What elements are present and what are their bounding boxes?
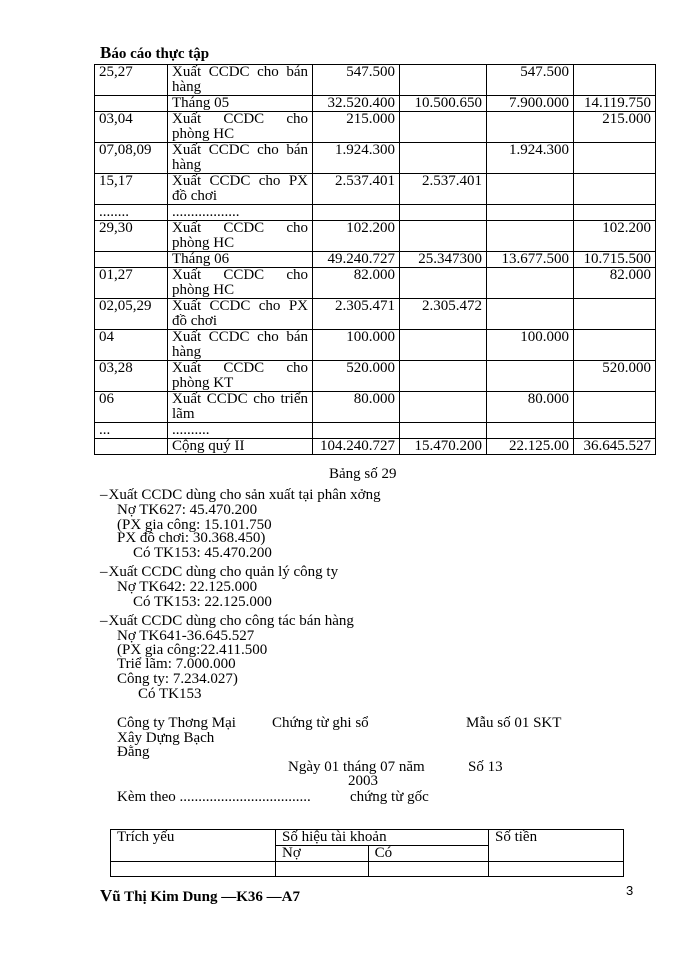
row-description: Xuất CCDC cho bán hàng <box>168 330 313 361</box>
row-production <box>400 423 487 439</box>
row-date <box>95 439 168 455</box>
row-production <box>400 268 487 299</box>
row-management <box>574 65 656 96</box>
voucher-title: Chứng từ ghi sổ <box>272 715 369 731</box>
ledger-row <box>95 65 656 96</box>
row-management: 10.715.500 <box>574 252 656 268</box>
row-description: Xuất CCDC cho PX đồ chơi <box>168 174 313 205</box>
form-empty-cell <box>489 862 624 877</box>
entry-2-title: – Xuất CCDC dùng cho quản lý công ty <box>100 564 338 581</box>
form-empty-cell <box>276 862 369 877</box>
row-total: 1.924.300 <box>313 143 400 174</box>
row-production <box>400 205 487 221</box>
company-line-2: Xây Dựng Bạch <box>117 730 215 746</box>
row-date: 15,17 <box>95 174 168 205</box>
row-sales <box>487 205 574 221</box>
ledger-row <box>95 361 656 392</box>
row-management: 520.000 <box>574 361 656 392</box>
ledger-row <box>95 252 656 268</box>
ledger-row <box>95 221 656 252</box>
page-number: 3 <box>626 883 634 898</box>
row-date: 03,04 <box>95 112 168 143</box>
row-description: Xuất CCDC cho phòng KT <box>168 361 313 392</box>
row-total: 104.240.727 <box>313 439 400 455</box>
ledger-row <box>95 423 656 439</box>
table-title: Bảng số 29 <box>329 466 397 482</box>
row-date: 29,30 <box>95 221 168 252</box>
row-date: 06 <box>95 392 168 423</box>
row-description: Xuất CCDC cho triển lãm <box>168 392 313 423</box>
row-date: 04 <box>95 330 168 361</box>
row-production <box>400 112 487 143</box>
row-sales <box>487 299 574 330</box>
row-sales: 547.500 <box>487 65 574 96</box>
voucher-form-table <box>110 829 624 877</box>
row-description: Tháng 05 <box>168 96 313 112</box>
row-management: 14.119.750 <box>574 96 656 112</box>
voucher-number: Số 13 <box>468 759 503 775</box>
row-total: 2.305.471 <box>313 299 400 330</box>
entry-1-title: – Xuất CCDC dùng cho sản xuất tại phân xởng <box>100 487 381 504</box>
company-line-1: Công ty Thơng Mại <box>117 715 236 731</box>
row-sales: 13.677.500 <box>487 252 574 268</box>
voucher-year: 2003 <box>348 773 378 789</box>
row-total: 520.000 <box>313 361 400 392</box>
row-total: 49.240.727 <box>313 252 400 268</box>
row-description: Cộng quý II <box>168 439 313 455</box>
row-management <box>574 205 656 221</box>
author-footer <box>100 886 300 906</box>
row-date: ... <box>95 423 168 439</box>
entry-3-detail-2: Triể lãm: 7.000.000 <box>117 656 236 672</box>
row-sales <box>487 423 574 439</box>
row-description: Xuất CCDC cho bán hàng <box>168 143 313 174</box>
row-total: 215.000 <box>313 112 400 143</box>
ledger-row <box>95 392 656 423</box>
header-initial: B <box>100 43 112 62</box>
entry-2-debit: Nợ TK642: 22.125.000 <box>117 579 258 595</box>
row-sales <box>487 221 574 252</box>
entry-3-debit: Nợ TK641-36.645.527 <box>117 628 255 644</box>
row-total: 80.000 <box>313 392 400 423</box>
row-production: 2.537.401 <box>400 174 487 205</box>
ledger-row <box>95 96 656 112</box>
row-description: Xuất CCDC cho bán hàng <box>168 65 313 96</box>
attachment-note: chứng từ gốc <box>350 789 429 805</box>
entry-3-detail-3: Công ty: 7.234.027) <box>117 671 238 687</box>
row-production <box>400 65 487 96</box>
header-text: áo cáo thực tập <box>111 46 210 62</box>
ledger-row <box>95 439 656 455</box>
row-management <box>574 143 656 174</box>
attachment-line: Kèm theo ................................... <box>117 789 311 805</box>
col-debit-header: Nợ <box>276 846 369 862</box>
row-description: Xuất CCDC cho PX đồ chơi <box>168 299 313 330</box>
row-sales <box>487 174 574 205</box>
row-sales <box>487 268 574 299</box>
entry-1-credit: Có TK153: 45.470.200 <box>133 545 272 561</box>
row-sales <box>487 361 574 392</box>
row-management <box>574 423 656 439</box>
row-production <box>400 361 487 392</box>
col-amount-header: Số tiền <box>489 830 624 862</box>
col-credit-header: Có <box>368 846 488 862</box>
row-date: 03,28 <box>95 361 168 392</box>
entry-1-detail-2: PX đồ chơi: 30.368.450) <box>117 530 266 546</box>
row-date <box>95 96 168 112</box>
row-production: 2.305.472 <box>400 299 487 330</box>
row-total: 102.200 <box>313 221 400 252</box>
row-date: 02,05,29 <box>95 299 168 330</box>
row-total <box>313 205 400 221</box>
row-date: 25,27 <box>95 65 168 96</box>
ledger-row <box>95 330 656 361</box>
row-sales <box>487 112 574 143</box>
form-empty-cell <box>368 862 488 877</box>
row-management <box>574 392 656 423</box>
row-total: 547.500 <box>313 65 400 96</box>
row-total: 32.520.400 <box>313 96 400 112</box>
row-description: .......... <box>168 423 313 439</box>
col-summary-header: Trích yếu <box>111 830 276 862</box>
entry-2-credit: Có TK153: 22.125.000 <box>133 594 272 610</box>
ledger-row <box>95 268 656 299</box>
row-total <box>313 423 400 439</box>
row-sales: 80.000 <box>487 392 574 423</box>
entry-1-detail-1: (PX gia công: 15.101.750 <box>117 517 272 533</box>
row-production: 15.470.200 <box>400 439 487 455</box>
entry-3-credit: Có TK153 <box>138 686 202 702</box>
ledger-row <box>95 174 656 205</box>
ledger-table <box>94 64 656 455</box>
voucher-date: Ngày 01 tháng 07 năm <box>288 759 425 775</box>
row-total: 82.000 <box>313 268 400 299</box>
row-production: 25.347300 <box>400 252 487 268</box>
row-production: 10.500.650 <box>400 96 487 112</box>
row-description: .................. <box>168 205 313 221</box>
row-management: 82.000 <box>574 268 656 299</box>
footer-initial: V <box>100 886 113 905</box>
row-description: Tháng 06 <box>168 252 313 268</box>
ledger-row <box>95 205 656 221</box>
row-sales: 7.900.000 <box>487 96 574 112</box>
row-production <box>400 143 487 174</box>
row-sales: 22.125.00 <box>487 439 574 455</box>
row-date: 01,27 <box>95 268 168 299</box>
ledger-row <box>95 143 656 174</box>
form-empty-cell <box>111 862 276 877</box>
row-description: Xuất CCDC cho phòng HC <box>168 112 313 143</box>
ledger-body <box>95 65 656 455</box>
row-production <box>400 221 487 252</box>
row-total: 100.000 <box>313 330 400 361</box>
row-production <box>400 330 487 361</box>
row-management: 102.200 <box>574 221 656 252</box>
entry-1-debit: Nợ TK627: 45.470.200 <box>117 502 258 518</box>
row-date: ........ <box>95 205 168 221</box>
row-management: 36.645.527 <box>574 439 656 455</box>
company-line-3: Đằng <box>117 744 150 760</box>
row-sales: 1.924.300 <box>487 143 574 174</box>
report-header <box>100 43 209 63</box>
row-management <box>574 330 656 361</box>
row-management <box>574 299 656 330</box>
row-management: 215.000 <box>574 112 656 143</box>
row-description: Xuất CCDC cho phòng HC <box>168 221 313 252</box>
row-date: 07,08,09 <box>95 143 168 174</box>
entry-3-title: – Xuất CCDC dùng cho công tác bán hàng <box>100 613 354 630</box>
entry-3-detail-1: (PX gia công:22.411.500 <box>117 642 268 658</box>
footer-text: ũ Thị Kim Dung —K36 —A7 <box>112 889 300 905</box>
row-description: Xuất CCDC cho phòng HC <box>168 268 313 299</box>
ledger-row <box>95 112 656 143</box>
form-number: Mẫu số 01 SKT <box>466 715 562 731</box>
row-sales: 100.000 <box>487 330 574 361</box>
row-production <box>400 392 487 423</box>
ledger-row <box>95 299 656 330</box>
col-account-header: Số hiệu tài khoản <box>276 830 489 846</box>
row-total: 2.537.401 <box>313 174 400 205</box>
row-date <box>95 252 168 268</box>
row-management <box>574 174 656 205</box>
